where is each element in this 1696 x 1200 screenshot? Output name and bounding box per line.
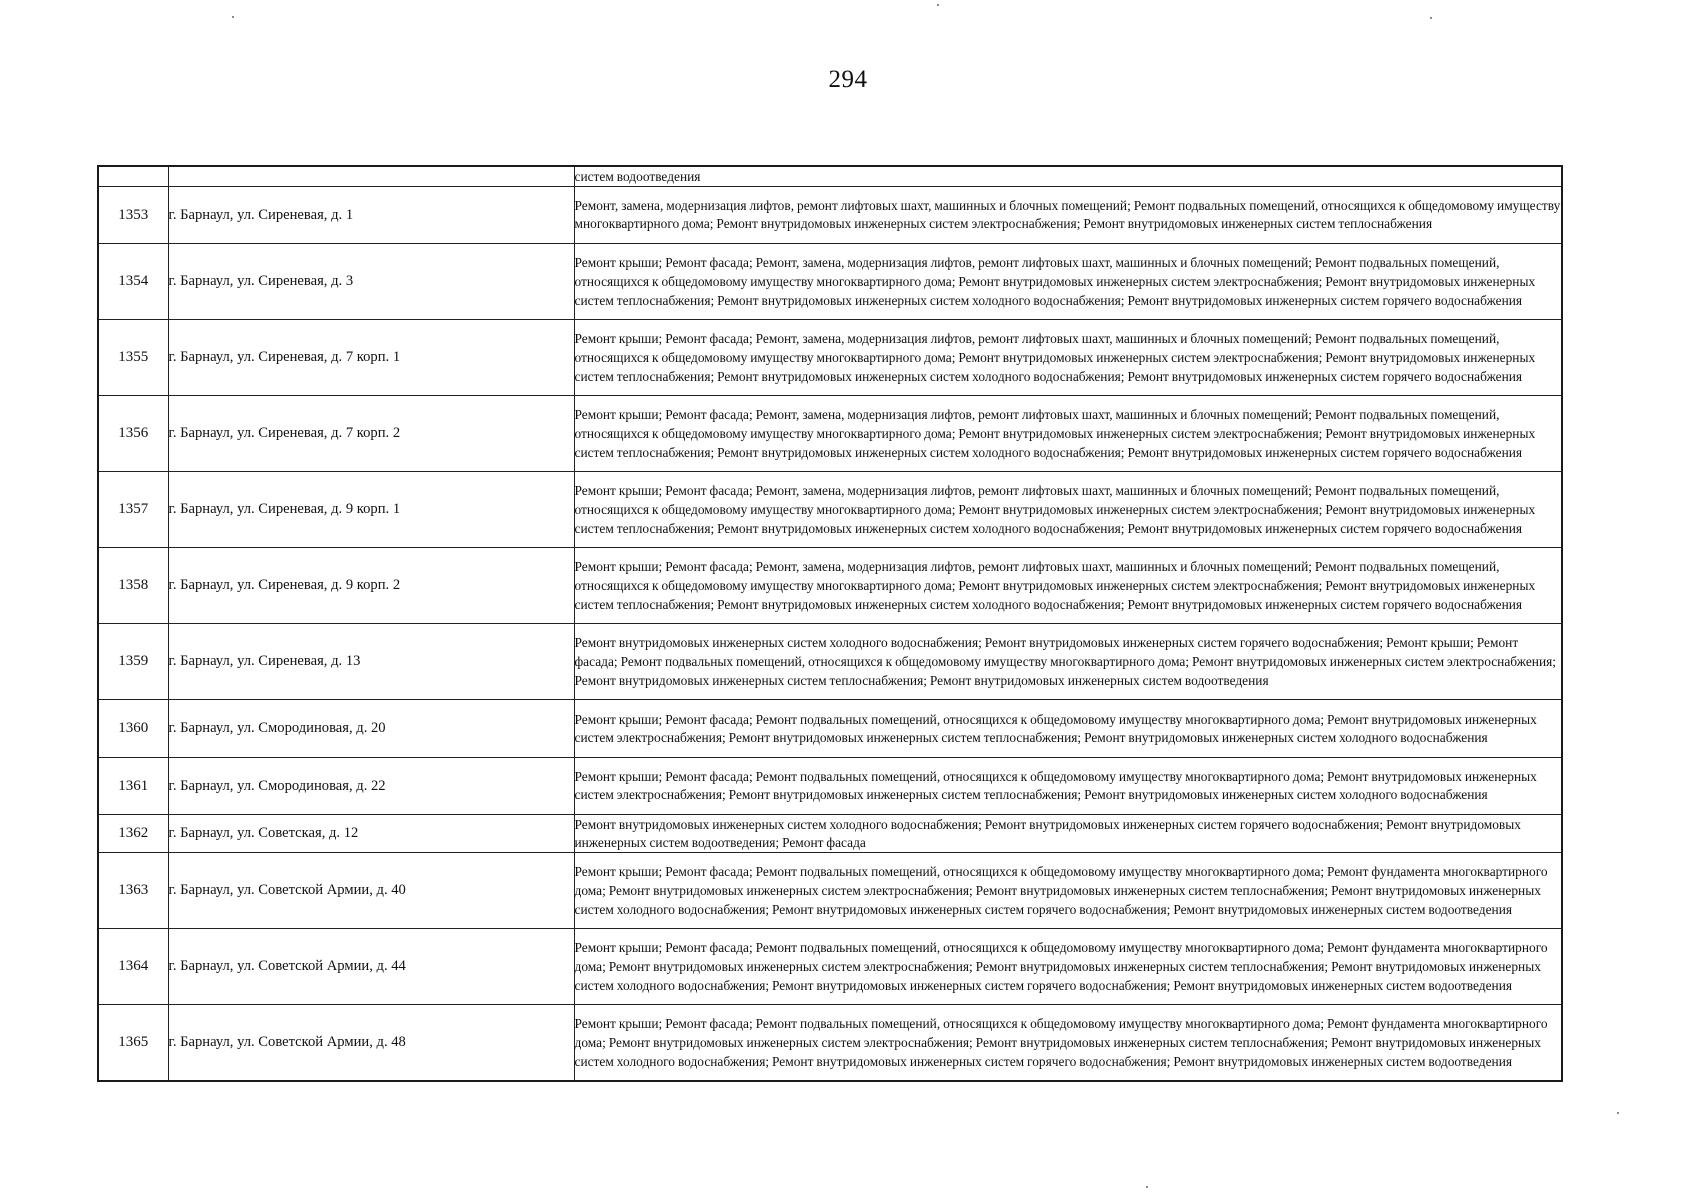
row-address: г. Барнаул, ул. Советская, д. 12 [168, 815, 574, 853]
row-address: г. Барнаул, ул. Сиреневая, д. 9 корп. 2 [168, 548, 574, 624]
scan-speck [232, 16, 234, 18]
row-address: г. Барнаул, ул. Сиреневая, д. 13 [168, 624, 574, 700]
row-works: Ремонт крыши; Ремонт фасада; Ремонт, замена, модернизация лифтов, ремонт лифтовых шахт, машинных и блочных помещений; Ремонт подвальных помещений, относящихся к общедомовому имуществу многоквартирного дома; Ремонт внутридомовых инженерных систем электроснабжения; Ремонт внутридомовых инженерных систем теплоснабжения; Ремонт внутридомовых инженерных систем холодного водоснабжения; Ремонт внутридомовых инженерных систем горячего водоснабжения [574, 320, 1562, 396]
table-row [98, 700, 1562, 758]
row-works: Ремонт крыши; Ремонт фасада; Ремонт подвальных помещений, относящихся к общедомовому имуществу многоквартирного дома; Ремонт фундамента многоквартирного дома; Ремонт внутридомовых инженерных систем электроснабжения; Ремонт внутридомовых инженерных систем теплоснабжения; Ремонт внутридомовых инженерных систем холодного водоснабжения; Ремонт внутридомовых инженерных систем горячего водоснабжения; Ремонт внутридомовых инженерных систем водоотведения [574, 929, 1562, 1005]
row-number: 1360 [98, 700, 168, 758]
page-number: 294 [828, 66, 868, 93]
row-number: 1359 [98, 624, 168, 700]
row-address: г. Барнаул, ул. Советской Армии, д. 48 [168, 1005, 574, 1081]
table-row [98, 758, 1562, 815]
table-row [98, 929, 1562, 1005]
row-address: г. Барнаул, ул. Советской Армии, д. 44 [168, 929, 574, 1005]
row-number: 1358 [98, 548, 168, 624]
table-row [98, 624, 1562, 700]
row-works: Ремонт, замена, модернизация лифтов, ремонт лифтовых шахт, машинных и блочных помещений; Ремонт подвальных помещений, относящихся к общедомовому имуществу многоквартирного дома; Ремонт внутридомовых инженерных систем электроснабжения; Ремонт внутридомовых инженерных систем теплоснабжения [574, 187, 1562, 244]
row-works: Ремонт внутридомовых инженерных систем холодного водоснабжения; Ремонт внутридомовых инженерных систем горячего водоснабжения; Ремонт крыши; Ремонт фасада; Ремонт подвальных помещений, относящихся к общедомовому имуществу многоквартирного дома; Ремонт внутридомовых инженерных систем электроснабжения; Ремонт внутридомовых инженерных систем теплоснабжения; Ремонт внутридомовых инженерных систем водоотведения [574, 624, 1562, 700]
table-row [98, 244, 1562, 320]
row-number: 1362 [98, 815, 168, 853]
row-works: Ремонт крыши; Ремонт фасада; Ремонт, замена, модернизация лифтов, ремонт лифтовых шахт, машинных и блочных помещений; Ремонт подвальных помещений, относящихся к общедомовому имуществу многоквартирного дома; Ремонт внутридомовых инженерных систем электроснабжения; Ремонт внутридомовых инженерных систем теплоснабжения; Ремонт внутридомовых инженерных систем холодного водоснабжения; Ремонт внутридомовых инженерных систем горячего водоснабжения [574, 396, 1562, 472]
row-address: г. Барнаул, ул. Сиреневая, д. 9 корп. 1 [168, 472, 574, 548]
table-row [98, 1005, 1562, 1081]
row-works: Ремонт крыши; Ремонт фасада; Ремонт подвальных помещений, относящихся к общедомовому имуществу многоквартирного дома; Ремонт внутридомовых инженерных систем электроснабжения; Ремонт внутридомовых инженерных систем теплоснабжения; Ремонт внутридомовых инженерных систем холодного водоснабжения [574, 758, 1562, 815]
table-row [98, 548, 1562, 624]
table-row [98, 187, 1562, 244]
row-address: г. Барнаул, ул. Смородиновая, д. 22 [168, 758, 574, 815]
row-address: г. Барнаул, ул. Сиреневая, д. 1 [168, 187, 574, 244]
row-works: Ремонт крыши; Ремонт фасада; Ремонт, замена, модернизация лифтов, ремонт лифтовых шахт, машинных и блочных помещений; Ремонт подвальных помещений, относящихся к общедомовому имуществу многоквартирного дома; Ремонт внутридомовых инженерных систем электроснабжения; Ремонт внутридомовых инженерных систем теплоснабжения; Ремонт внутридомовых инженерных систем холодного водоснабжения; Ремонт внутридомовых инженерных систем горячего водоснабжения [574, 472, 1562, 548]
continuation-works-cell: систем водоотведения [574, 166, 1562, 187]
scan-speck [1430, 17, 1432, 19]
row-number: 1357 [98, 472, 168, 548]
table-row [98, 815, 1562, 853]
row-address: г. Барнаул, ул. Сиреневая, д. 3 [168, 244, 574, 320]
row-address: г. Барнаул, ул. Смородиновая, д. 20 [168, 700, 574, 758]
row-works: Ремонт внутридомовых инженерных систем холодного водоснабжения; Ремонт внутридомовых инженерных систем горячего водоснабжения; Ремонт внутридомовых инженерных систем водоотведения; Ремонт фасада [574, 815, 1562, 853]
row-number: 1365 [98, 1005, 168, 1081]
row-works: Ремонт крыши; Ремонт фасада; Ремонт подвальных помещений, относящихся к общедомовому имуществу многоквартирного дома; Ремонт фундамента многоквартирного дома; Ремонт внутридомовых инженерных систем электроснабжения; Ремонт внутридомовых инженерных систем теплоснабжения; Ремонт внутридомовых инженерных систем холодного водоснабжения; Ремонт внутридомовых инженерных систем горячего водоснабжения; Ремонт внутридомовых инженерных систем водоотведения [574, 853, 1562, 929]
row-address: г. Барнаул, ул. Сиреневая, д. 7 корп. 2 [168, 396, 574, 472]
table-row [98, 853, 1562, 929]
table-row [98, 396, 1562, 472]
row-works: Ремонт крыши; Ремонт фасада; Ремонт подвальных помещений, относящихся к общедомовому имуществу многоквартирного дома; Ремонт фундамента многоквартирного дома; Ремонт внутридомовых инженерных систем электроснабжения; Ремонт внутридомовых инженерных систем теплоснабжения; Ремонт внутридомовых инженерных систем холодного водоснабжения; Ремонт внутридомовых инженерных систем горячего водоснабжения; Ремонт внутридомовых инженерных систем водоотведения [574, 1005, 1562, 1081]
scan-speck [1146, 1186, 1148, 1188]
registry-body [98, 166, 1562, 1081]
row-address: г. Барнаул, ул. Советской Армии, д. 40 [168, 853, 574, 929]
row-address: г. Барнаул, ул. Сиреневая, д. 7 корп. 1 [168, 320, 574, 396]
table-row [98, 472, 1562, 548]
row-number: 1363 [98, 853, 168, 929]
row-number: 1353 [98, 187, 168, 244]
scan-speck [937, 4, 939, 6]
row-works: Ремонт крыши; Ремонт фасада; Ремонт подвальных помещений, относящихся к общедомовому имуществу многоквартирного дома; Ремонт внутридомовых инженерных систем электроснабжения; Ремонт внутридомовых инженерных систем теплоснабжения; Ремонт внутридомовых инженерных систем холодного водоснабжения [574, 700, 1562, 758]
row-number: 1355 [98, 320, 168, 396]
continuation-row [98, 166, 1562, 187]
scan-speck [1617, 1112, 1619, 1114]
continuation-num-cell [98, 166, 168, 187]
row-number: 1361 [98, 758, 168, 815]
row-works: Ремонт крыши; Ремонт фасада; Ремонт, замена, модернизация лифтов, ремонт лифтовых шахт, машинных и блочных помещений; Ремонт подвальных помещений, относящихся к общедомовому имуществу многоквартирного дома; Ремонт внутридомовых инженерных систем электроснабжения; Ремонт внутридомовых инженерных систем теплоснабжения; Ремонт внутридомовых инженерных систем холодного водоснабжения; Ремонт внутридомовых инженерных систем горячего водоснабжения [574, 548, 1562, 624]
continuation-address-cell [168, 166, 574, 187]
registry-table [97, 165, 1563, 1082]
row-number: 1364 [98, 929, 168, 1005]
row-number: 1356 [98, 396, 168, 472]
row-number: 1354 [98, 244, 168, 320]
table-row [98, 320, 1562, 396]
row-works: Ремонт крыши; Ремонт фасада; Ремонт, замена, модернизация лифтов, ремонт лифтовых шахт, машинных и блочных помещений; Ремонт подвальных помещений, относящихся к общедомовому имуществу многоквартирного дома; Ремонт внутридомовых инженерных систем электроснабжения; Ремонт внутридомовых инженерных систем теплоснабжения; Ремонт внутридомовых инженерных систем холодного водоснабжения; Ремонт внутридомовых инженерных систем горячего водоснабжения [574, 244, 1562, 320]
